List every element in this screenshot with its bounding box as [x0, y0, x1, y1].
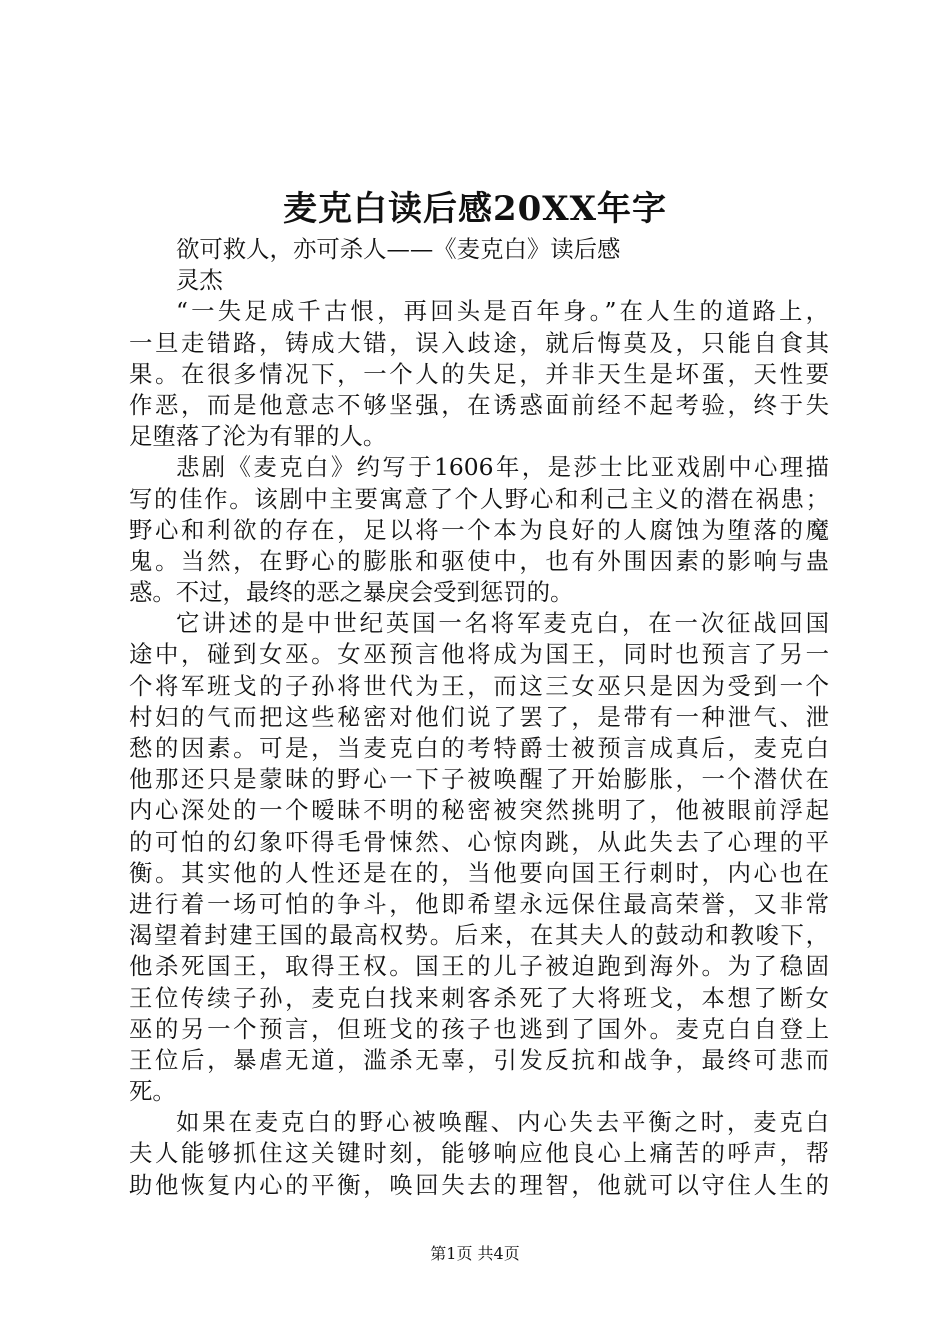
text-line: 野心和利欲的存在，足以将一个本为良好的人腐蚀为堕落的魔 [129, 515, 829, 544]
text-line: 夫人能够抓住这关键时刻，能够响应他良心上痛苦的呼声，帮 [129, 1139, 829, 1168]
text-line: 衡。其实他的人性还是在的，当他要向国王行刺时，内心也在 [129, 858, 829, 887]
text-line: 途中，碰到女巫。女巫预言他将成为国王，同时也预言了另一 [129, 640, 829, 669]
text-line: 巫的另一个预言，但班戈的孩子也逃到了国外。麦克白自登上 [129, 1014, 829, 1043]
text-line: 他那还只是蒙昧的野心一下子被唤醒了开始膨胀，一个潜伏在 [129, 765, 829, 794]
text-line: 灵杰 [176, 266, 223, 295]
text-line: 个将军班戈的子孙将世代为王，而这三女巫只是因为受到一个 [129, 671, 829, 700]
text-line: 渴望着封建王国的最高权势。后来，在其夫人的鼓动和教唆下， [129, 921, 829, 950]
text-line: 一旦走错路，铸成大错，误入歧途，就后悔莫及，只能自食其 [129, 328, 829, 357]
text-line: 死。 [129, 1077, 176, 1106]
text-line: 进行着一场可怕的争斗，他即希望永远保住最高荣誉，又非常 [129, 889, 829, 918]
text-line: 王位传续子孙，麦克白找来刺客杀死了大将班戈，本想了断女 [129, 983, 829, 1012]
text-line: 作恶，而是他意志不够坚强，在诱惑面前经不起考验，终于失 [129, 390, 829, 419]
text-line: 内心深处的一个暧昧不明的秘密被突然挑明了，他被眼前浮起 [129, 796, 829, 825]
text-line: 欲可救人，亦可杀人——《麦克白》读后感 [176, 235, 621, 263]
text-line: 果。在很多情况下，一个人的失足，并非天生是坏蛋，天性要 [129, 359, 829, 388]
text-line: 鬼。当然，在野心的膨胀和驱使中，也有外围因素的影响与蛊 [129, 546, 829, 575]
page-footer: 第1页 共4页 [430, 1244, 520, 1263]
text-line: 写的佳作。该剧中主要寓意了个人野心和利己主义的潜在祸患； [129, 484, 829, 513]
text-line: 惑。不过，最终的恶之暴戾会受到惩罚的。 [129, 578, 574, 607]
text-line: 王位后，暴虐无道，滥杀无辜，引发反抗和战争，最终可悲而 [129, 1045, 829, 1074]
text-line: 愁的因素。可是，当麦克白的考特爵士被预言成真后，麦克白 [129, 734, 829, 762]
document-body [129, 234, 829, 1201]
text-line: “一失足成千古恨，再回头是百年身。”在人生的道路上， [176, 297, 829, 326]
text-line: 悲剧《麦克白》约写于1606年，是莎士比亚戏剧中心理描 [176, 453, 829, 482]
text-line: 如果在麦克白的野心被唤醒、内心失去平衡之时，麦克白 [176, 1108, 829, 1137]
text-line: 村妇的气而把这些秘密对他们说了罢了，是带有一种泄气、泄 [129, 702, 829, 731]
text-line: 助他恢复内心的平衡，唤回失去的理智，他就可以守住人生的 [129, 1170, 829, 1199]
document-title: 麦克白读后感20XX年字 [282, 189, 668, 229]
text-line: 它讲述的是中世纪英国一名将军麦克白，在一次征战回国 [176, 609, 829, 638]
text-line: 他杀死国王，取得王权。国王的儿子被迫跑到海外。为了稳固 [129, 952, 829, 981]
text-line: 的可怕的幻象吓得毛骨悚然、心惊肉跳，从此失去了心理的平 [129, 827, 829, 856]
text-line: 足堕落了沦为有罪的人。 [129, 422, 387, 451]
